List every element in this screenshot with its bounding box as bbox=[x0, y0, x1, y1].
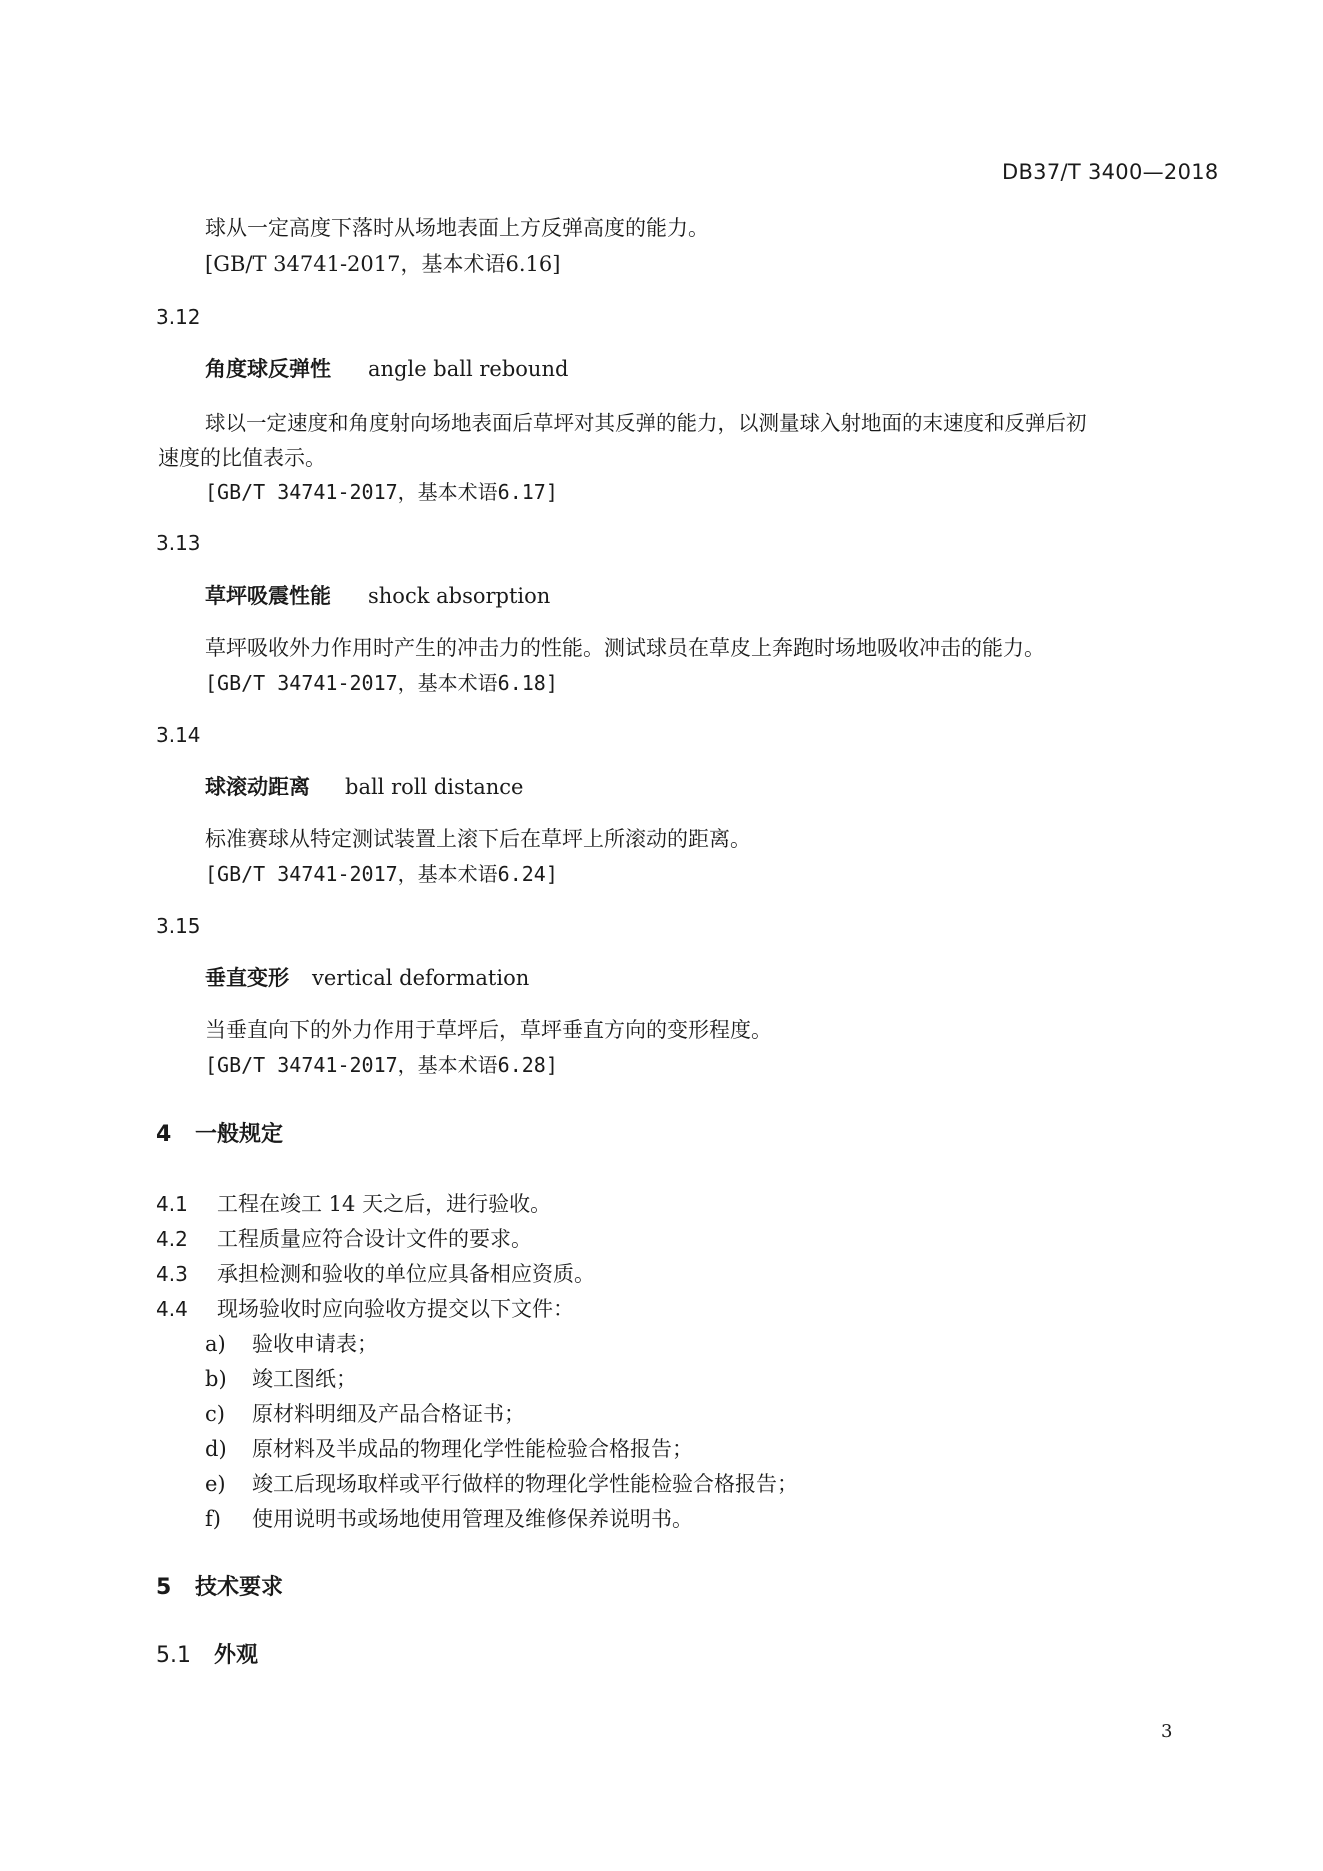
term-name-zh: 垂直变形 bbox=[205, 966, 289, 990]
source-reference: [GB/T 34741-2017，基本术语6.18] bbox=[205, 671, 558, 695]
list-item: 原材料明细及产品合格证书； bbox=[252, 1402, 525, 1426]
list-item: 验收申请表； bbox=[252, 1332, 378, 1356]
clause-number: 4.2 bbox=[156, 1227, 188, 1251]
clause-text: 工程在竣工 14 天之后，进行验收。 bbox=[217, 1192, 552, 1216]
term-name-zh: 球滚动距离 bbox=[205, 775, 310, 799]
clause-number: 4.4 bbox=[156, 1297, 188, 1321]
source-reference: [GB/T 34741-2017，基本术语6.16] bbox=[205, 252, 561, 276]
list-marker: f) bbox=[205, 1507, 221, 1531]
source-reference: [GB/T 34741-2017，基本术语6.17] bbox=[205, 480, 558, 504]
page-number: 3 bbox=[1161, 1721, 1173, 1742]
definition-text: 草坪吸收外力作用时产生的冲击力的性能。测试球员在草皮上奔跑时场地吸收冲击的能力。 bbox=[205, 636, 1045, 660]
term-name-zh: 角度球反弹性 bbox=[205, 357, 331, 381]
term-name-en: vertical deformation bbox=[312, 966, 530, 990]
section-title: 一般规定 bbox=[195, 1122, 284, 1147]
section-number: 4 bbox=[156, 1122, 172, 1147]
list-item: 竣工图纸； bbox=[252, 1367, 357, 1391]
document-code: DB37/T 3400—2018 bbox=[1002, 160, 1219, 184]
clause-number: 4.1 bbox=[156, 1192, 188, 1216]
term-number: 3.14 bbox=[156, 723, 201, 747]
list-item: 竣工后现场取样或平行做样的物理化学性能检验合格报告； bbox=[252, 1472, 798, 1496]
source-reference: [GB/T 34741-2017，基本术语6.24] bbox=[205, 862, 558, 886]
clause-number: 4.3 bbox=[156, 1262, 188, 1286]
section-number: 5 bbox=[156, 1575, 172, 1600]
list-marker: c) bbox=[205, 1402, 225, 1426]
definition-text: 球以一定速度和角度射向场地表面后草坪对其反弹的能力，以测量球入射地面的末速度和反弹后初 bbox=[205, 411, 1087, 435]
source-reference: [GB/T 34741-2017，基本术语6.28] bbox=[205, 1053, 558, 1077]
list-item: 使用说明书或场地使用管理及维修保养说明书。 bbox=[252, 1507, 693, 1531]
definition-text: 速度的比值表示。 bbox=[158, 446, 326, 470]
list-marker: e) bbox=[205, 1472, 226, 1496]
definition-text: 当垂直向下的外力作用于草坪后，草坪垂直方向的变形程度。 bbox=[205, 1018, 772, 1042]
clause-text: 工程质量应符合设计文件的要求。 bbox=[217, 1227, 532, 1251]
list-marker: d) bbox=[205, 1437, 227, 1461]
list-marker: a) bbox=[205, 1332, 226, 1356]
subsection-number: 5.1 bbox=[156, 1643, 191, 1668]
definition-text: 标准赛球从特定测试装置上滚下后在草坪上所滚动的距离。 bbox=[205, 827, 751, 851]
term-name-en: ball roll distance bbox=[345, 775, 524, 799]
term-name-zh: 草坪吸震性能 bbox=[205, 584, 331, 608]
term-number: 3.13 bbox=[156, 531, 201, 555]
term-name-en: angle ball rebound bbox=[368, 357, 569, 381]
term-number: 3.12 bbox=[156, 305, 201, 329]
definition-text: 球从一定高度下落时从场地表面上方反弹高度的能力。 bbox=[205, 216, 709, 240]
subsection-title: 外观 bbox=[214, 1643, 259, 1668]
list-item: 原材料及半成品的物理化学性能检验合格报告； bbox=[252, 1437, 693, 1461]
clause-text: 现场验收时应向验收方提交以下文件： bbox=[217, 1297, 574, 1321]
clause-text: 承担检测和验收的单位应具备相应资质。 bbox=[217, 1262, 595, 1286]
list-marker: b) bbox=[205, 1367, 227, 1391]
term-number: 3.15 bbox=[156, 914, 201, 938]
section-title: 技术要求 bbox=[195, 1575, 284, 1600]
term-name-en: shock absorption bbox=[368, 584, 551, 608]
